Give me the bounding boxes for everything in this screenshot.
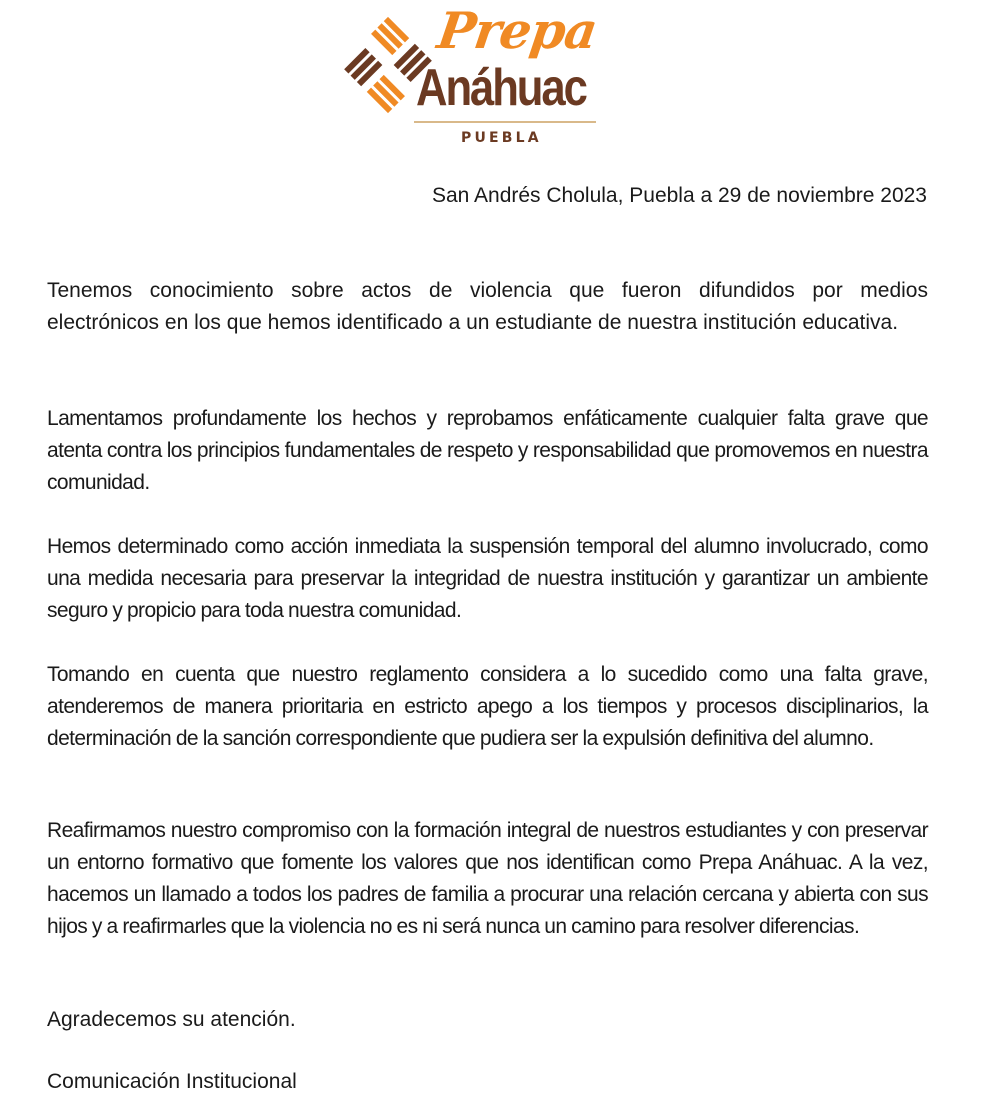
logo-orange-top-stripes	[371, 17, 409, 55]
closing-line: Agradecemos su atención.	[47, 1008, 296, 1031]
paragraph-1: Tenemos conocimiento sobre actos de violencia que fueron difundidos por medios electrónicos en los que hemos identificado a un estudiante de nuestra institución educativa.	[47, 279, 928, 334]
paragraph-2: Lamentamos profundamente los hechos y reprobamos enfáticamente cualquier falta grave que atenta contra los principios fundamentales de respeto y responsabilidad que promovemos en nuestra comunidad.	[47, 407, 928, 494]
paragraph-3: Hemos determinado como acción inmediata la suspensión temporal del alumno involucrado, como una medida necesaria para preservar la integridad de nuestra institución y garantizar un ambiente seguro y propicio para toda nuestra comunidad.	[47, 535, 928, 622]
place-date: San Andrés Cholula, Puebla a 29 de noviembre 2023	[431, 184, 927, 207]
logo-orange-bottom-stripes	[367, 75, 405, 113]
logo-brown-left-stripes	[344, 48, 382, 86]
paragraph-4: Tomando en cuenta que nuestro reglamento considera a lo sucedido como una falta grave, atenderemos de manera prioritaria en estricto apego a los tiempos y procesos disciplinarios, la determinación de la sanción correspondiente que pudiera ser la expulsión definitiva del alumno.	[47, 663, 928, 750]
signature: Comunicación Institucional	[47, 1070, 297, 1093]
logo-puebla-text: PUEBLA	[461, 130, 542, 146]
logo-anahuac-text: Anáhuac	[416, 59, 586, 117]
logo-prepa-text: Prepa	[433, 1, 601, 60]
logo-divider	[414, 121, 596, 123]
paragraph-5: Reafirmamos nuestro compromiso con la formación integral de nuestros estudiantes y con preservar un entorno formativo que fomente los valores que nos identifican como Prepa Anáhuac. A la vez, hacemos un llamado a todos los padres de familia a procurar una relación cercana y abierta con sus hijos y a reafirmarles que la violencia no es ni será nunca un camino para resolver diferencias.	[47, 819, 928, 938]
